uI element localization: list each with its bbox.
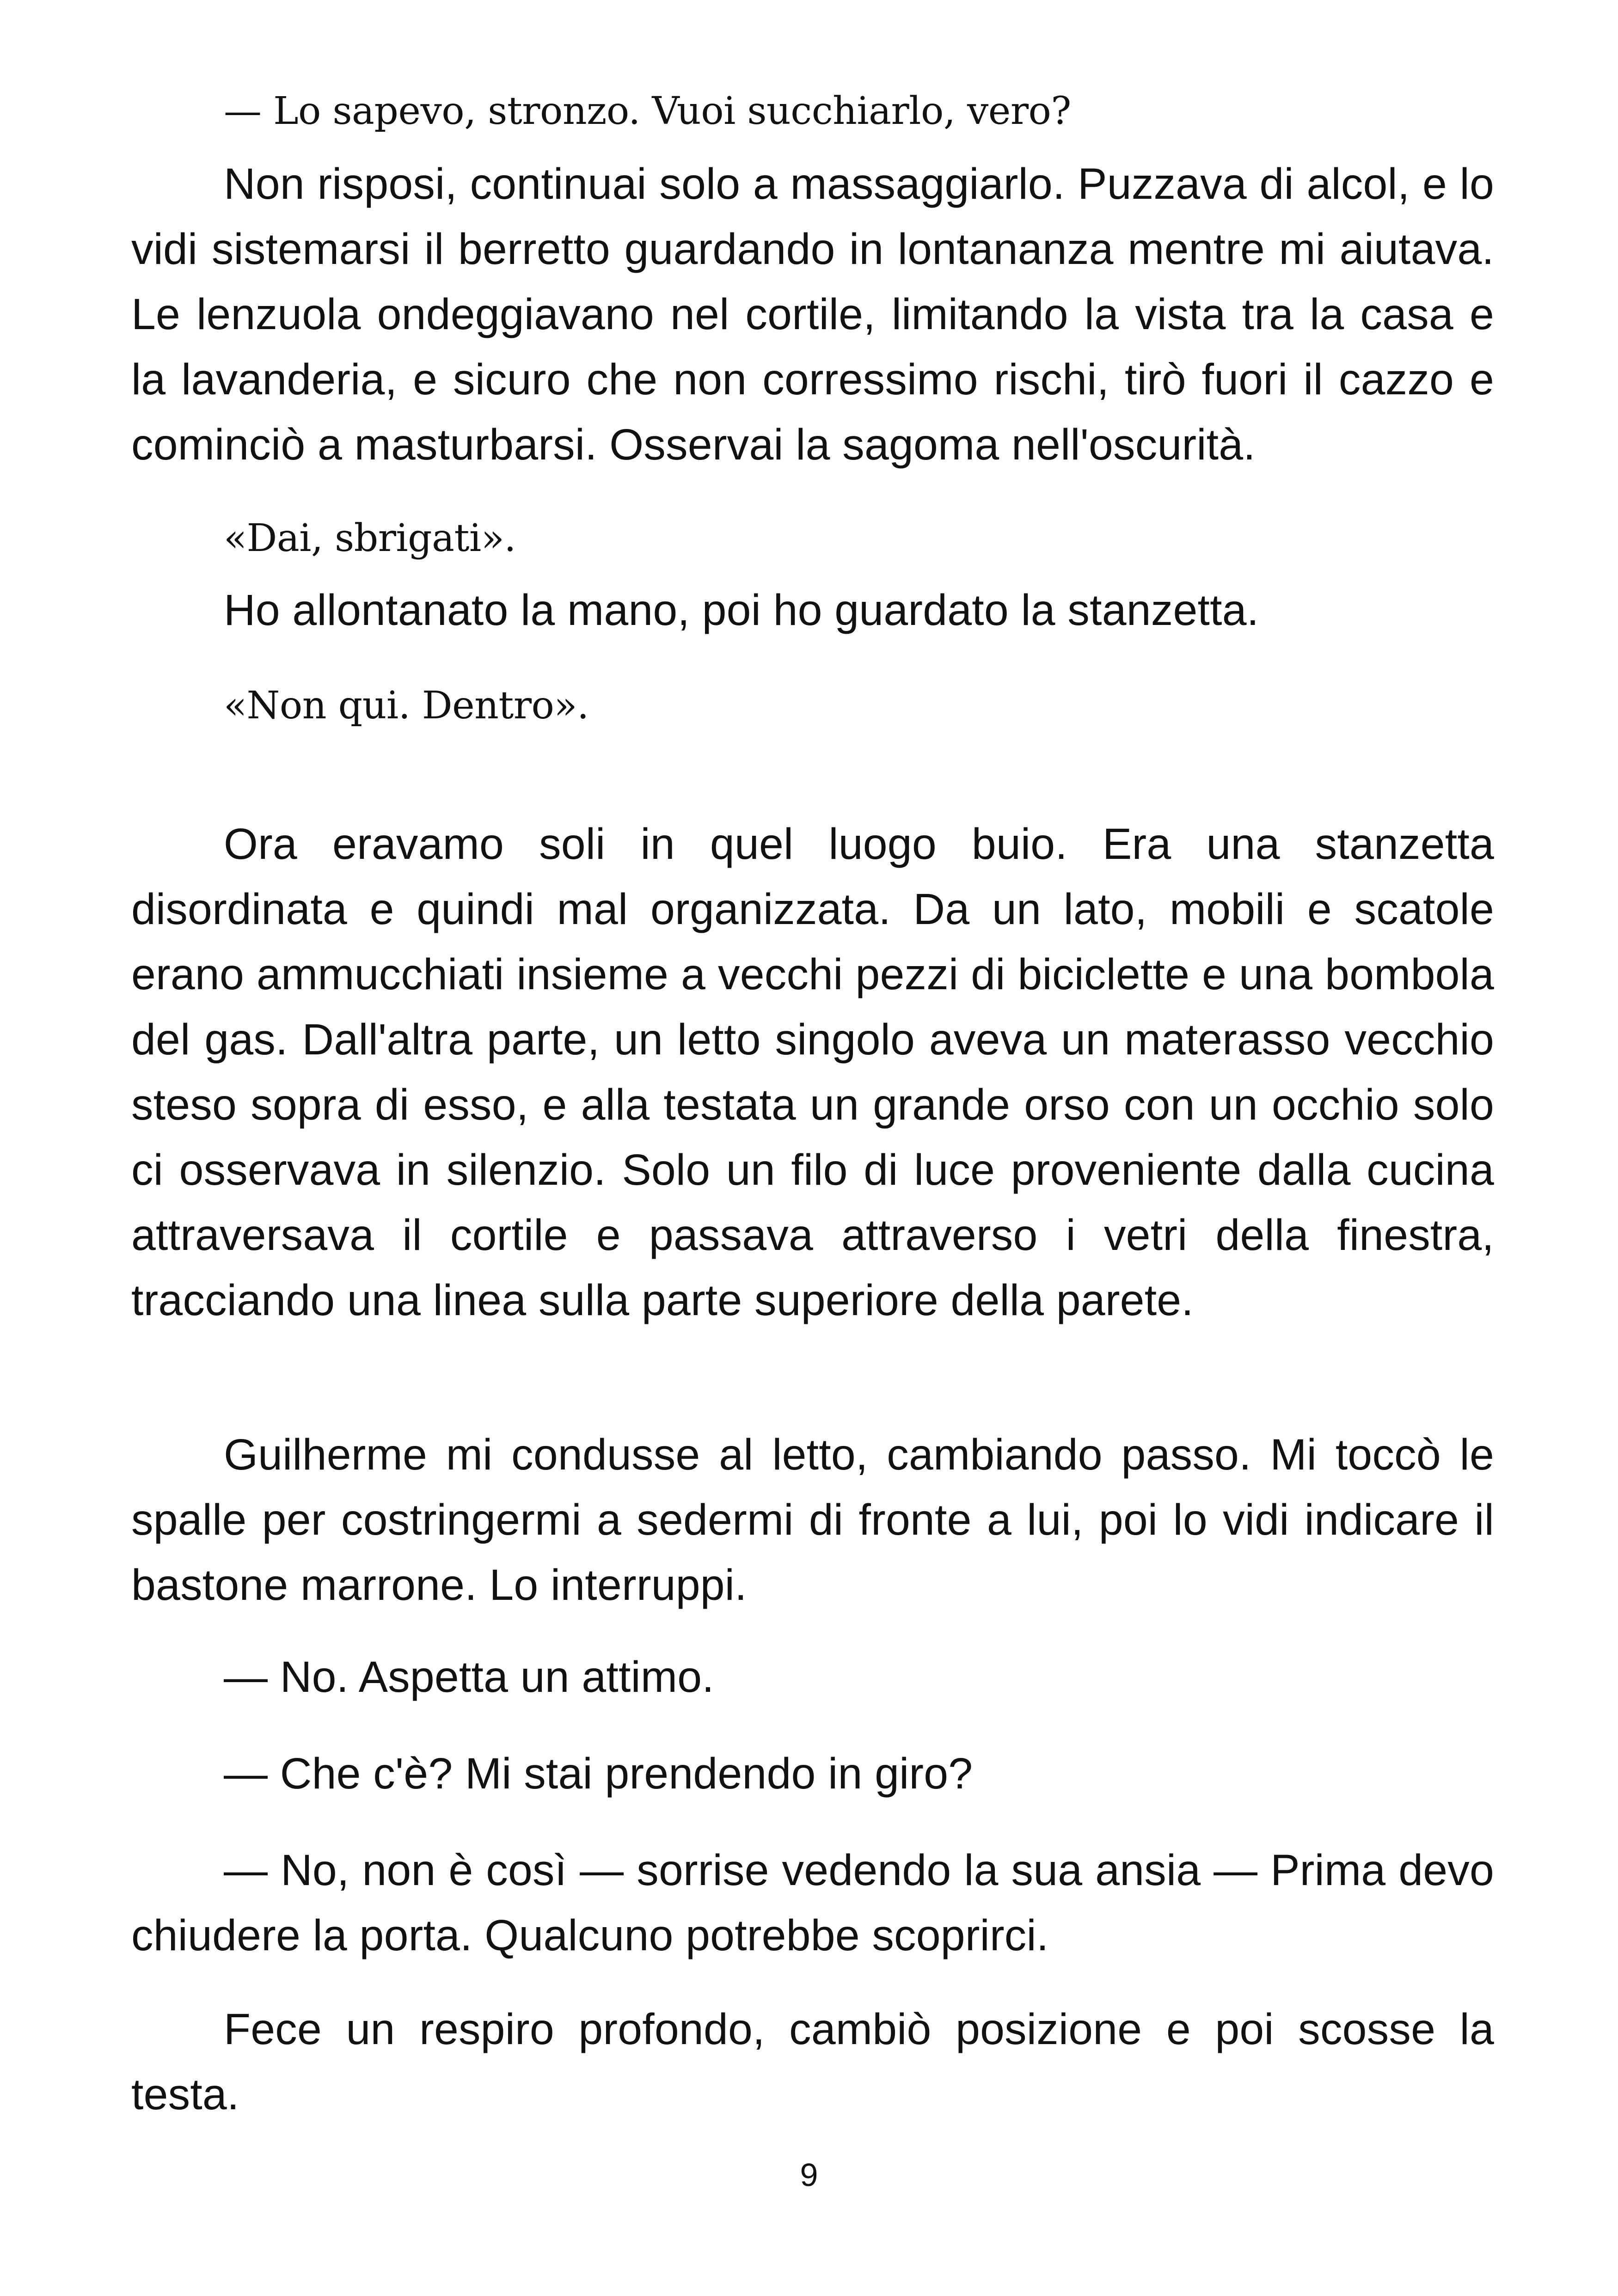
paragraph-narration-1: Non risposi, continuai solo a massaggiarlo. Puzzava di alcol, e lo vidi sistemarsi il berretto guardando in lontananza mentre mi aiutava. Le lenzuola ondeggiavano nel cortile, limitando la vista tra la casa e la lavanderia, e sicuro che non corressimo rischi, tirò fuori il cazzo e cominciò a masturbarsi. Osservai la sagoma nell'oscurità.	[131, 159, 1494, 469]
paragraph-narration-4: Guilherme mi condusse al letto, cambiando passo. Mi toccò le spalle per costringermi a sedermi di fronte a lui, poi lo vidi indicare il bastone marrone. Lo interruppi.	[131, 1430, 1494, 1610]
paragraph-narration-5: Fece un respiro profondo, cambiò posizione e poi scosse la testa.	[131, 2005, 1494, 2119]
paragraph-narration-2: Ho allontanato la mano, poi ho guardato la stanzetta.	[224, 586, 1259, 635]
paragraph-dialogue-5: — Che c'è? Mi stai prendendo in giro?	[224, 1749, 973, 1798]
paragraph-dialogue-4: — No. Aspetta un attimo.	[224, 1653, 714, 1702]
paragraph-dialogue-2: «Dai, sbrigati».	[224, 516, 516, 560]
paragraph-narration-3: Ora eravamo soli in quel luogo buio. Era una stanzetta disordinata e quindi mal organizzata. Da un lato, mobili e scatole erano ammucchiati insieme a vecchi pezzi di biciclette e una bombola del gas. Dall'altra parte, un letto singolo aveva un materasso vecchio steso sopra di esso, e alla testata un grande orso con un occhio solo ci osservava in silenzio. Solo un filo di luce proveniente dalla cucina attraversava il cortile e passava attraverso i vetri della finestra, tracciando una linea sulla parte superiore della parete.	[131, 820, 1494, 1325]
paragraph-dialogue-3: «Non qui. Dentro».	[224, 684, 589, 728]
paragraph-dialogue-6: — No, non è così — sorrise vedendo la sua ansia — Prima devo chiudere la porta. Qualcuno potrebbe scoprirci.	[131, 1846, 1494, 1960]
page-number: 9	[800, 2157, 818, 2193]
paragraph-dialogue-1: — Lo sapevo, stronzo. Vuoi succhiarlo, vero?	[224, 89, 1071, 133]
